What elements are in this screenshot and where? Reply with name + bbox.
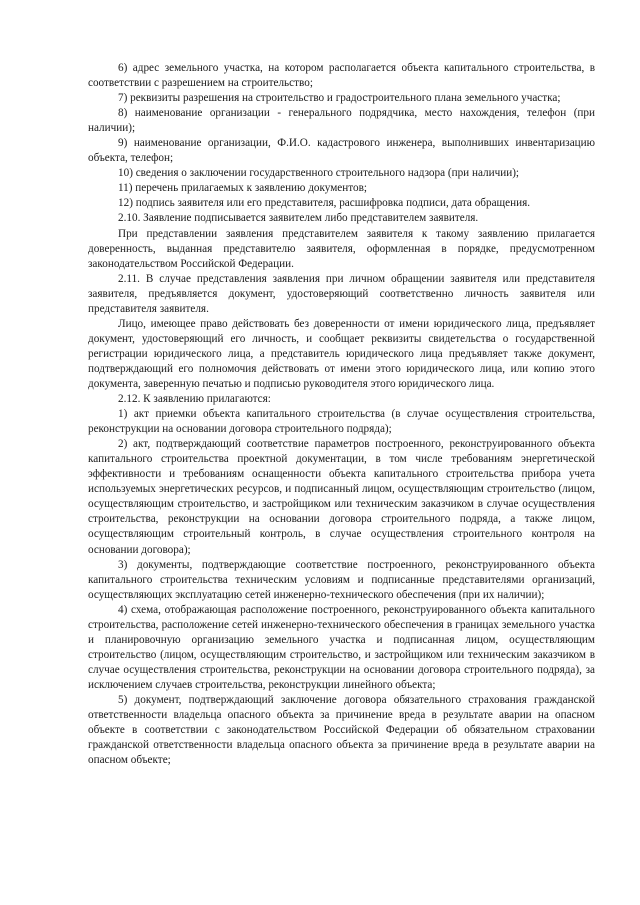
paragraph-item-11-attachments-list: 11) перечень прилагаемых к заявлению документов;: [118, 182, 367, 195]
paragraph-item-12-signature: 12) подпись заявителя или его представителя, расшифровка подписи, дата обращения.: [118, 197, 531, 210]
paragraph-item-7-permit-details: 7) реквизиты разрешения на строительство и градостроительного плана земельного участка;: [118, 92, 561, 105]
paragraph-attachment-5: 5) документ, подтверждающий заключение договора обязательного страхования гражданской ответственности владельца опасного объекта за причинение вреда в результате аварии на опасном объекте в соответствии с законодательством Российской Федерации об обязательном страховании гражданской ответственности владельца опасного объекта за причинение вреда в результате аварии на опасном объекте;: [88, 693, 595, 767]
paragraph-item-6-address: 6) адрес земельного участка, на котором располагается объекта капитального строительства, в соответствии с разрешением на строительство;: [88, 62, 595, 90]
document-body: [88, 61, 595, 768]
paragraph-attachment-4: 4) схема, отображающая расположение построенного, реконструированного объекта капитального строительства, расположение сетей инженерно-технического обеспечения в границах земельного участка и планировочную организацию земельного участка и подписанная лицом, осуществляющим строительство (лицом, осуществляющим строительство, и застройщиком или техническим заказчиком в случае осуществления строительства, реконструкции на основании договора строительного подряда), за исключением случаев строительства, реконструкции линейного объекта;: [88, 603, 595, 691]
paragraph-legal-entity: Лицо, имеющее право действовать без доверенности от имени юридического лица, предъявляет документ, удостоверяющий его личность, и сообщает реквизиты свидетельства о государственной регистрации юридического лица, а представитель юридического лица предъявляет также документ, подтверждающий его полномочия действовать от имени этого юридического лица, или копию этого документа, заверенную печатью и подписью руководителя этого юридического лица.: [88, 317, 595, 390]
paragraph-section-2-10: 2.10. Заявление подписывается заявителем либо представителем заявителя.: [118, 212, 479, 225]
paragraph-item-10-supervision: 10) сведения о заключении государственного строительного надзора (при наличии);: [118, 167, 520, 180]
paragraph-attachment-2: 2) акт, подтверждающий соответствие параметров построенного, реконструированного объекта капитального строительства проектной документации, в том числе требованиям энергетической эффективности и требованиям оснащенности объекта капитального строительства прибора учета используемых энергетических ресурсов, и подписанный лицом, осуществляющим строительство (лицом, осуществляющим строительство, и застройщиком или техническим заказчиком в случае осуществления строительства, реконструкции на основании договора строительного подряда, а также лицом, осуществляющим строительный контроль, в случае осуществления строительного контроля на основании договора);: [88, 438, 595, 556]
paragraph-item-8-contractor: 8) наименование организации - генерального подрядчика, место нахождения, телефон (при наличии);: [88, 107, 595, 135]
paragraph-section-2-12: 2.12. К заявлению прилагаются:: [118, 393, 271, 406]
paragraph-item-9-cadastral-engineer: 9) наименование организации, Ф.И.О. кадастрового инженера, выполнивших инвентаризацию объекта, телефон;: [88, 137, 595, 165]
paragraph-power-of-attorney: При представлении заявления представителем заявителя к такому заявлению прилагается доверенность, выданная представителю заявителя, оформленная в порядке, предусмотренном законодательством Российской Федерации.: [88, 227, 595, 270]
paragraph-attachment-1: 1) акт приемки объекта капитального строительства (в случае осуществления строительства, реконструкции на основании договора строительного подряда);: [88, 408, 595, 436]
paragraph-attachment-3: 3) документы, подтверждающие соответствие построенного, реконструированного объекта капитального строительства техническим условиям и подписанные представителями организаций, осуществляющих эксплуатацию сетей инженерно-технического обеспечения (при их наличии);: [88, 558, 595, 601]
paragraph-section-2-11: 2.11. В случае представления заявления при личном обращении заявителя или представителя заявителя, предъявляется документ, удостоверяющий соответственно личность заявителя или представителя заявителя.: [88, 272, 595, 315]
